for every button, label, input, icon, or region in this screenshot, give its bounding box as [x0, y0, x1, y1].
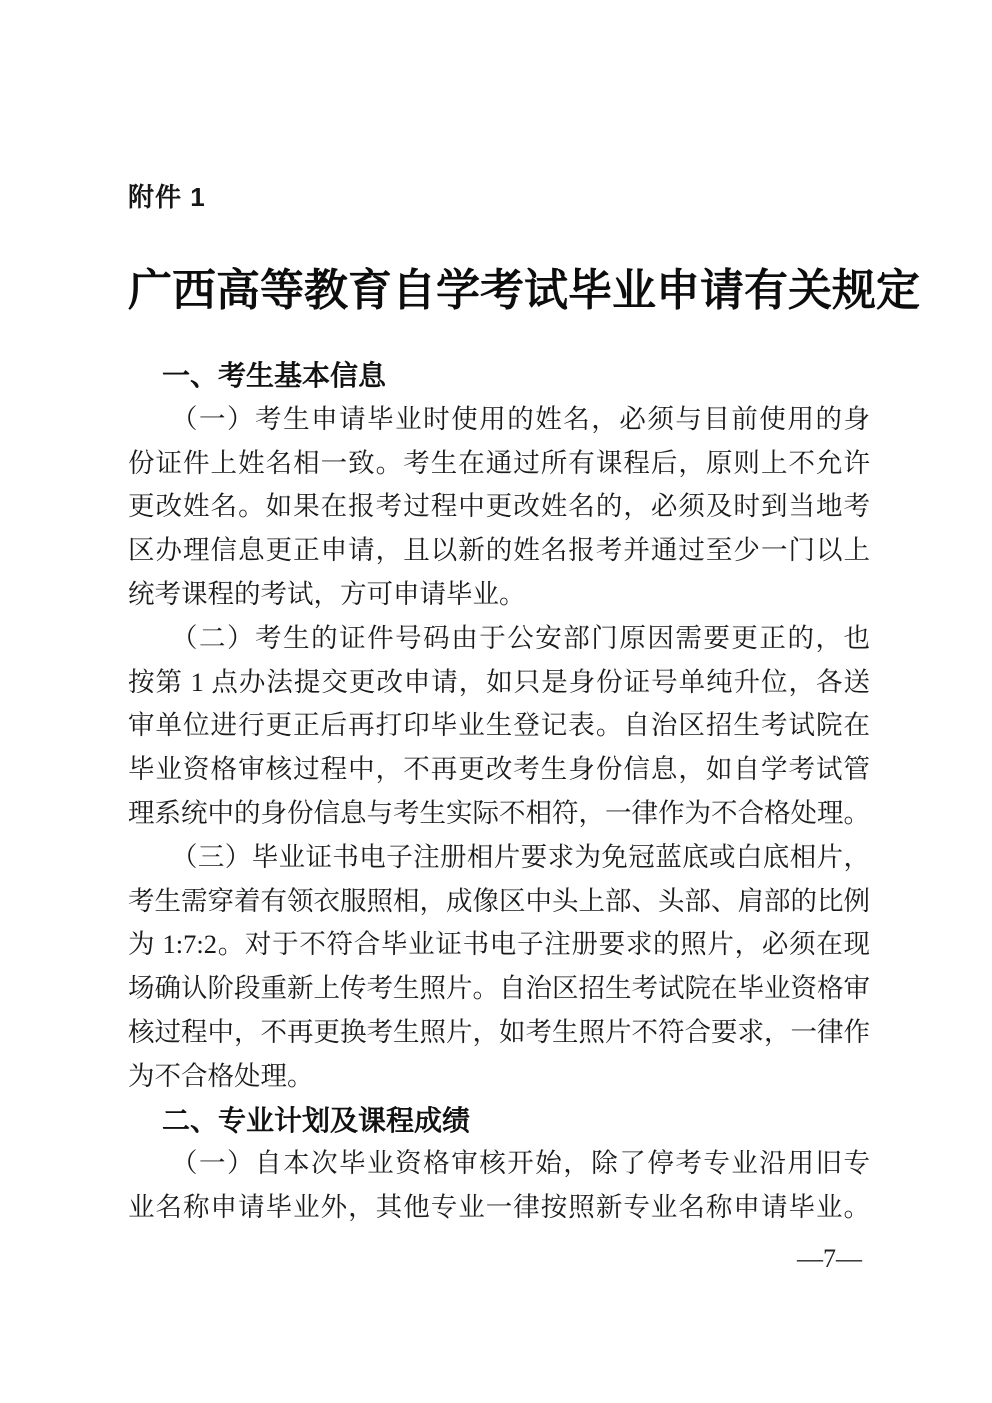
text-line: 场确认阶段重新上传考生照片。自治区招生考试院在毕业资格审 [128, 973, 870, 1004]
text-line: 更改姓名。如果在报考过程中更改姓名的，必须及时到当地考 [128, 491, 870, 522]
text-line: 为不合格处理。 [128, 1060, 314, 1091]
section-candidate-basic-info [128, 354, 870, 1099]
text-line: 审单位进行更正后再打印毕业生登记表。自治区招生考试院在 [128, 710, 870, 741]
text-line: 理系统中的身份信息与考生实际不相符，一律作为不合格处理。 [128, 797, 870, 828]
text-line: 为 1:7:2。对于不符合毕业证书电子注册要求的照片，必须在现 [128, 929, 870, 960]
text-line: （二）考生的证件号码由于公安部门原因需要更正的，也 [171, 622, 870, 653]
text-line: 核过程中，不再更换考生照片，如考生照片不符合要求，一律作 [128, 1016, 870, 1047]
text-line: 统考课程的考试，方可申请毕业。 [128, 578, 526, 609]
text-line: 份证件上姓名相一致。考生在通过所有课程后，原则上不允许 [128, 447, 870, 478]
page-number: —7— [797, 1244, 862, 1273]
section-major-plan-and-grades [128, 1099, 870, 1230]
text-line: 区办理信息更正申请，且以新的姓名报考并通过至少一门以上 [128, 535, 870, 566]
attachment-label: 附件 1 [128, 182, 206, 212]
paragraph-1-2 [128, 617, 870, 836]
text-line: （三）毕业证书电子注册相片要求为免冠蓝底或白底相片， [171, 841, 870, 872]
document-title: 广西高等教育自学考试毕业申请有关规定 [128, 266, 920, 315]
text-line: （一）自本次毕业资格审核开始，除了停考专业沿用旧专 [171, 1148, 870, 1179]
section-1-heading: 一、考生基本信息 [162, 360, 387, 391]
paragraph-1-3 [128, 836, 870, 1099]
paragraph-2-1 [128, 1142, 870, 1230]
text-line: 考生需穿着有领衣服照相，成像区中头上部、头部、肩部的比例 [128, 885, 870, 916]
text-line: 业名称申请毕业外，其他专业一律按照新专业名称申请毕业。 [128, 1192, 870, 1223]
paragraph-1-1 [128, 398, 870, 617]
text-line: 按第 1 点办法提交更改申请，如只是身份证号单纯升位，各送 [128, 666, 870, 697]
text-line: 毕业资格审核过程中，不再更改考生身份信息，如自学考试管 [128, 754, 870, 785]
text-line: （一）考生申请毕业时使用的姓名，必须与目前使用的身 [171, 403, 870, 434]
section-2-heading: 二、专业计划及课程成绩 [162, 1104, 471, 1136]
